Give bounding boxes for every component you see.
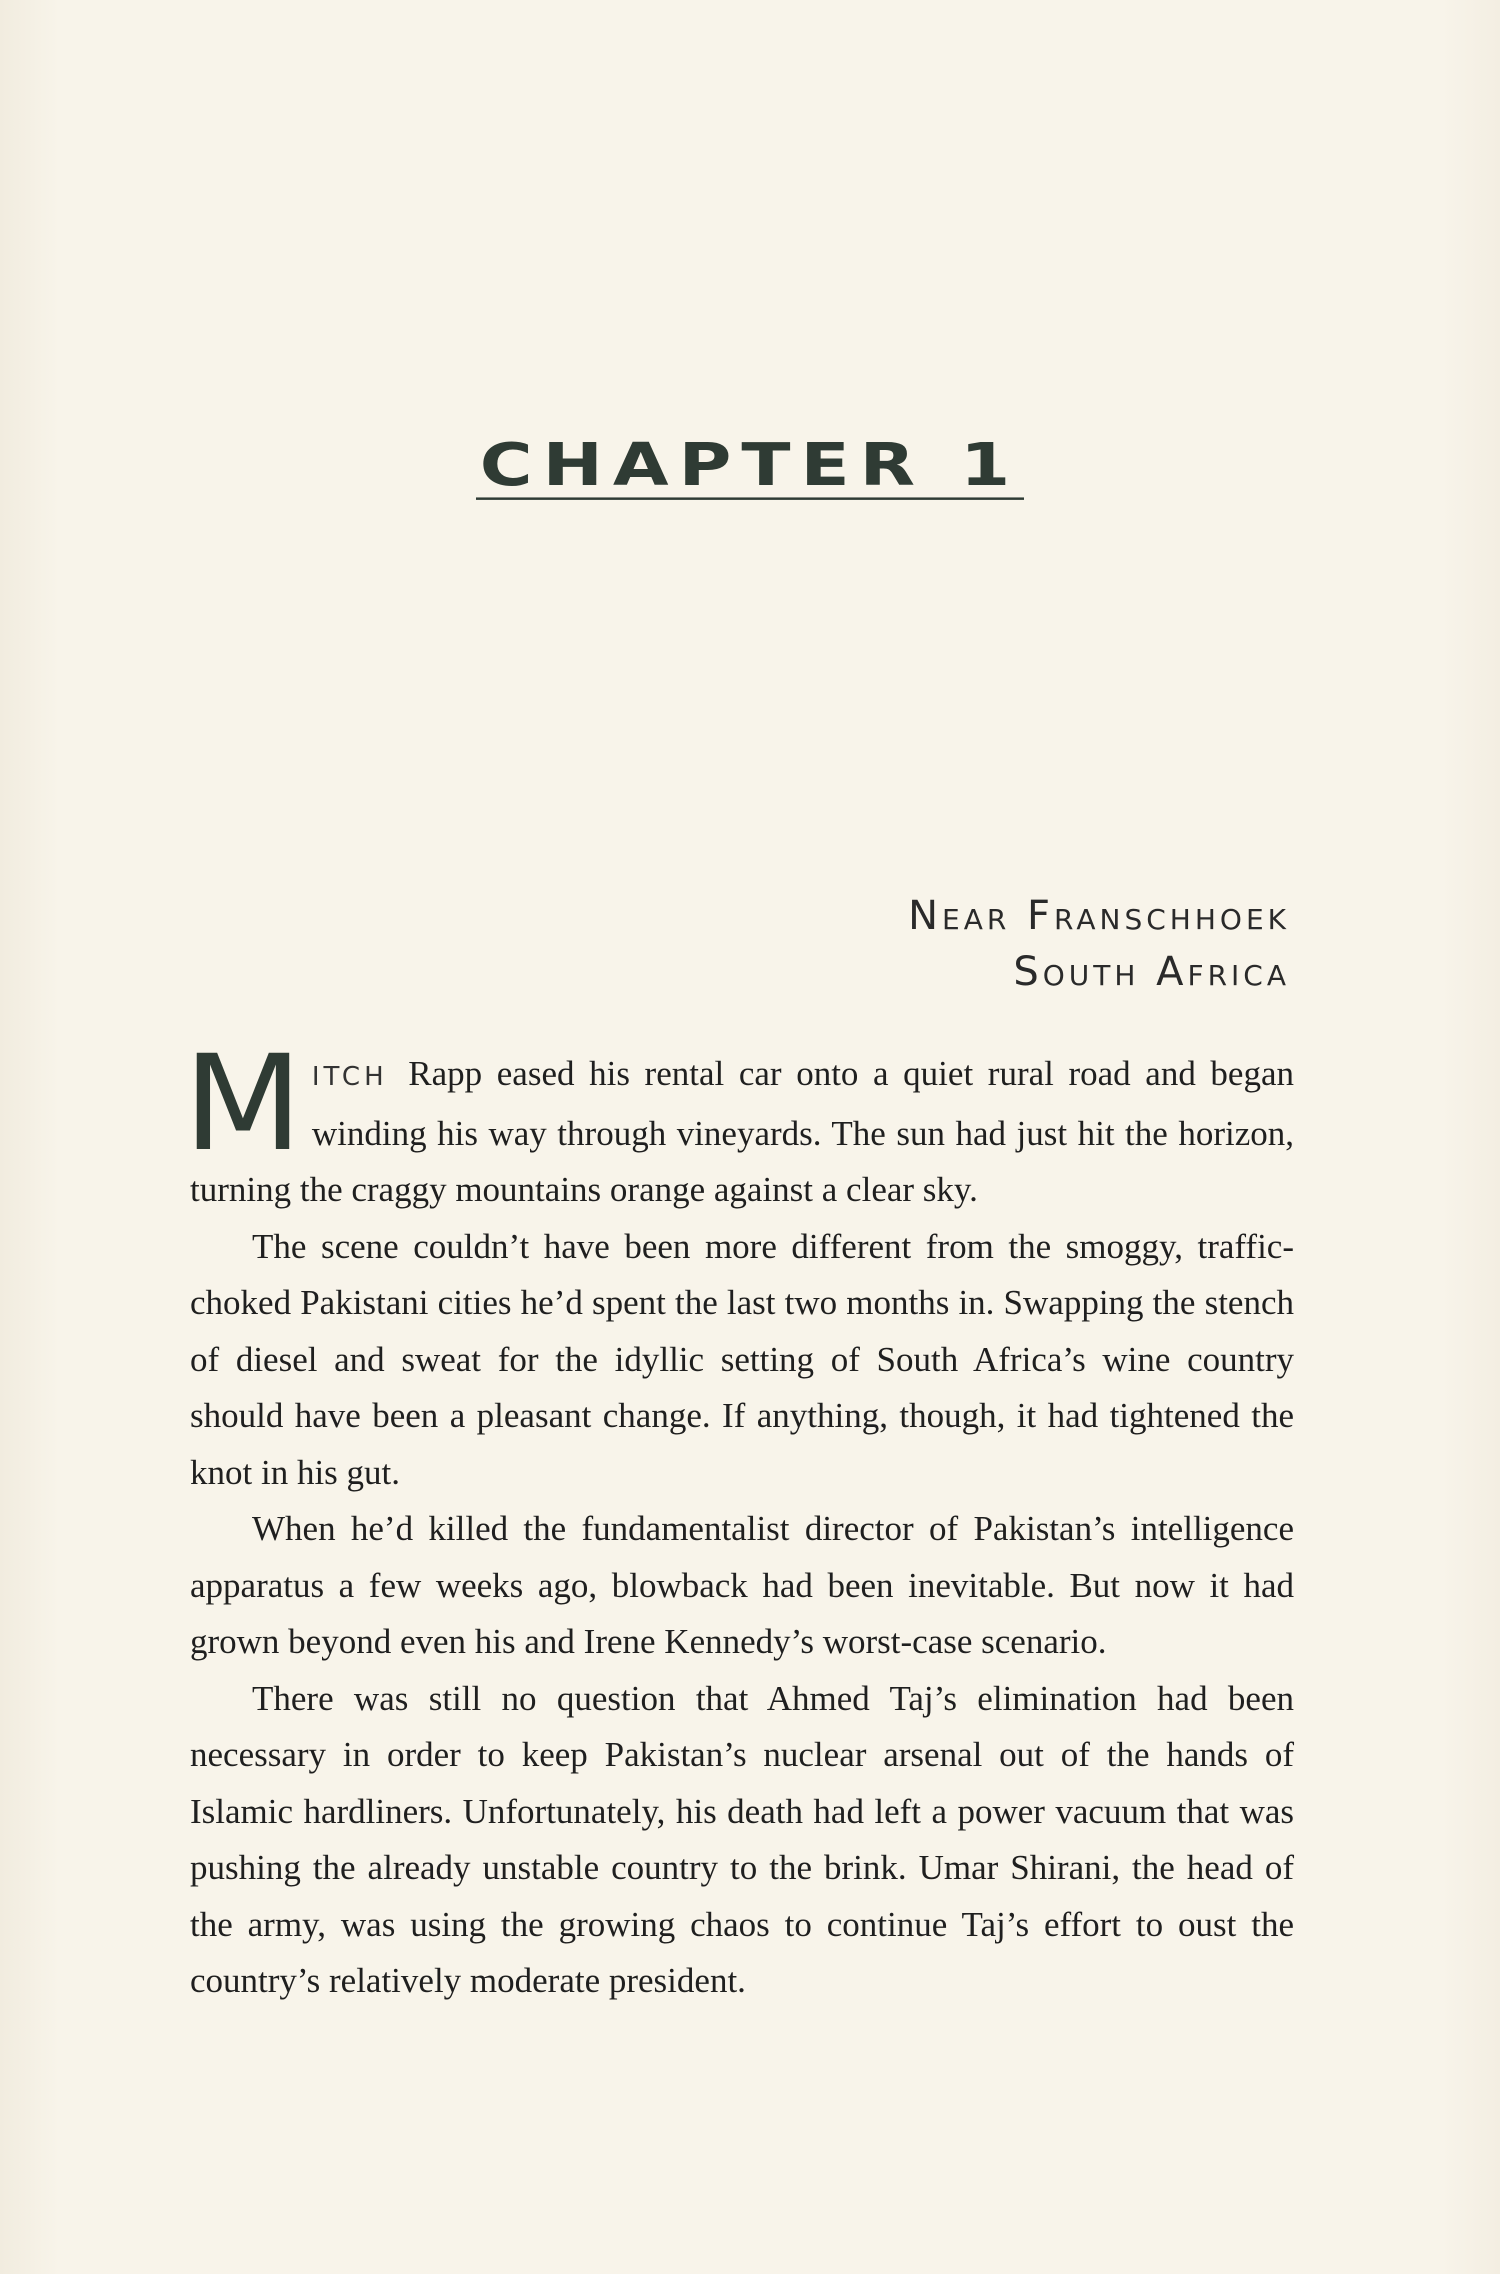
paragraph: There was still no question that Ahmed Taj’s elimination had been necessary in order to keep Pakistan’s nuclear arsenal out of the hands of Islamic hardliners. Unfortunately, his death had left a power vacuum that was pushing the already unstable country to the brink. Umar Shirani, the head of the army, was using the growing chaos to continue Taj’s effort to oust the country’s relatively moderate president. bbox=[190, 1678, 1294, 2000]
opening-text: Rapp eased his rental car onto a quiet rural road and began winding his way through vineyards. The sun had just hit the horizon, turning the craggy mountains orange against a clear sky. bbox=[190, 1054, 1295, 1209]
lead-caps: ITCH bbox=[311, 1062, 388, 1092]
chapter-heading bbox=[0, 428, 1500, 507]
location-header bbox=[908, 888, 1290, 1000]
drop-cap: M bbox=[183, 1027, 303, 1181]
chapter-body bbox=[183, 1027, 1295, 2010]
location-line-2: South Africa bbox=[1013, 949, 1290, 995]
paragraph: The scene couldn’t have been more different from the smoggy, traffic-choked Pakistani cities he’d spent the last two months in. Swapping the stench of diesel and sweat for the idyllic setting of South Africa’s wine country should have been a pleasant change. If anything, though, it had tightened the knot in his gut. bbox=[190, 1226, 1294, 1492]
location-line-1: Near Franschhoek bbox=[908, 893, 1290, 939]
opening-paragraph bbox=[183, 1027, 1295, 1219]
chapter-title: CHAPTER 1 bbox=[476, 435, 1025, 500]
paragraph: When he’d killed the fundamentalist director of Pakistan’s intelligence apparatus a few weeks ago, blowback had been inevitable. But now it had grown beyond even his and Irene Kennedy’s worst-case scenario. bbox=[190, 1509, 1294, 1661]
